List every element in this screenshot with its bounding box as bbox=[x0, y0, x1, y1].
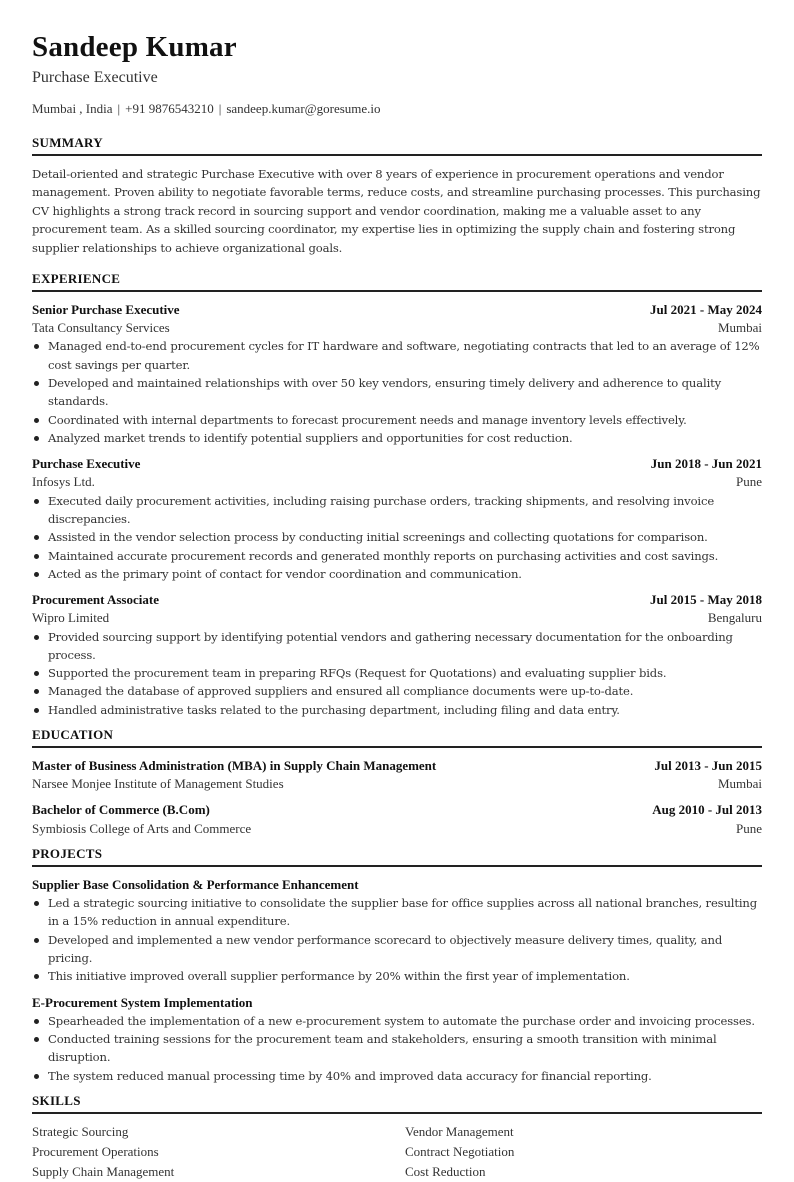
entry-header-row bbox=[32, 876, 762, 894]
bullet-dot-icon bbox=[34, 689, 39, 694]
section-heading: EDUCATION bbox=[32, 727, 762, 748]
bullet-item bbox=[32, 931, 762, 968]
education-section bbox=[32, 727, 762, 838]
company-name: Wipro Limited bbox=[32, 610, 110, 626]
bullet-dot-icon bbox=[34, 635, 39, 640]
skill-item: Supply Chain Management bbox=[32, 1164, 175, 1180]
bullet-dot-icon bbox=[34, 436, 39, 441]
contact-phone: +91 9876543210 bbox=[125, 101, 214, 116]
bullet-text: Managed end-to-end procurement cycles for IT hardware and software, negotiating contracts that led to an average of 12% cost savings per quarter. bbox=[48, 339, 760, 372]
bullet-text: Handled administrative tasks related to the purchasing department, including filing and data entry. bbox=[48, 702, 620, 717]
entry-subheader-row bbox=[32, 609, 762, 627]
degree-name: Master of Business Administration (MBA) in Supply Chain Management bbox=[32, 758, 437, 773]
bullet-dot-icon bbox=[34, 344, 39, 349]
bullet-text: Conducted training sessions for the procurement team and stakeholders, ensuring a smooth transition with minimal disruption. bbox=[48, 1032, 717, 1065]
job-location: Bengaluru bbox=[707, 610, 762, 626]
summary-section bbox=[32, 135, 762, 257]
bullet-item bbox=[32, 664, 762, 682]
school-location: Mumbai bbox=[717, 776, 762, 792]
skill-item: Cost Reduction bbox=[405, 1164, 486, 1180]
project-entry bbox=[32, 876, 762, 986]
bullet-item bbox=[32, 429, 762, 447]
experience-entry bbox=[32, 591, 762, 719]
job-title: Purchase Executive bbox=[32, 69, 158, 86]
job-location: Mumbai bbox=[717, 320, 762, 336]
bullet-item bbox=[32, 411, 762, 429]
bullet-dot-icon bbox=[34, 974, 39, 979]
experience-list bbox=[32, 301, 762, 719]
project-entry bbox=[32, 994, 762, 1085]
entry-subheader-row bbox=[32, 319, 762, 337]
bullet-text: Spearheaded the implementation of a new e-procurement system to automate the purchase order and invoicing processes. bbox=[48, 1013, 755, 1028]
bullet-text: The system reduced manual processing time by 40% and improved data accuracy for financial reporting. bbox=[48, 1068, 652, 1083]
school-name: Symbiosis College of Arts and Commerce bbox=[32, 820, 252, 836]
bullet-text: Provided sourcing support by identifying potential vendors and gathering necessary documentation for the onboarding process. bbox=[48, 629, 733, 662]
job-location: Pune bbox=[736, 474, 762, 490]
education-dates: Aug 2010 - Jul 2013 bbox=[652, 802, 762, 818]
skill-item: Vendor Management bbox=[405, 1123, 514, 1139]
bullet-dot-icon bbox=[34, 535, 39, 540]
bullet-item bbox=[32, 337, 762, 374]
bullet-text: Led a strategic sourcing initiative to consolidate the supplier base for office supplies across all national branches, resulting in a 15% reduction in annual expenditure. bbox=[48, 896, 757, 929]
bullet-dot-icon bbox=[34, 499, 39, 504]
entry-header-row bbox=[32, 301, 762, 319]
bullet-dot-icon bbox=[34, 708, 39, 713]
section-heading: SUMMARY bbox=[32, 135, 762, 156]
bullet-item bbox=[32, 565, 762, 583]
contact-location: Mumbai , India bbox=[32, 101, 113, 116]
contact-email[interactable]: sandeep.kumar@goresume.io bbox=[226, 101, 381, 116]
experience-entry bbox=[32, 455, 762, 583]
candidate-name: Sandeep Kumar bbox=[32, 31, 237, 63]
bullet-dot-icon bbox=[34, 671, 39, 676]
education-entry bbox=[32, 757, 762, 793]
bullet-text: Executed daily procurement activities, including raising purchase orders, tracking shipments, and resolving invoice discrepancies. bbox=[48, 493, 715, 526]
bullet-text: Developed and implemented a new vendor performance scorecard to objectively measure delivery times, quality, and pricing. bbox=[48, 932, 723, 965]
school-location: Pune bbox=[736, 820, 762, 836]
entry-header-row bbox=[32, 757, 762, 775]
bullet-list bbox=[32, 628, 762, 719]
entry-header-row bbox=[32, 801, 762, 819]
bullet-list bbox=[32, 337, 762, 447]
bullet-dot-icon bbox=[34, 1019, 39, 1024]
job-dates: Jun 2018 - Jun 2021 bbox=[650, 456, 762, 472]
entry-header-row bbox=[32, 591, 762, 609]
skills-list bbox=[32, 1123, 762, 1182]
project-title: E-Procurement System Implementation bbox=[32, 994, 253, 1010]
bullet-item bbox=[32, 894, 762, 931]
bullet-item bbox=[32, 701, 762, 719]
bullet-dot-icon bbox=[34, 1037, 39, 1042]
bullet-item bbox=[32, 967, 762, 985]
entry-header-row bbox=[32, 455, 762, 473]
bullet-dot-icon bbox=[34, 418, 39, 423]
bullet-text: Developed and maintained relationships with over 50 key vendors, ensuring timely delivery and adherence to quality standards. bbox=[48, 376, 722, 409]
job-role: Senior Purchase Executive bbox=[32, 302, 180, 318]
bullet-text: Acted as the primary point of contact for vendor coordination and communication. bbox=[48, 566, 522, 581]
skills-section bbox=[32, 1093, 762, 1182]
bullet-item bbox=[32, 547, 762, 565]
bullet-text: Maintained accurate procurement records and generated monthly reports on purchasing activities and cost savings. bbox=[48, 548, 719, 563]
bullet-item bbox=[32, 528, 762, 546]
bullet-text: Supported the procurement team in preparing RFQs (Request for Quotations) and evaluating supplier bids. bbox=[48, 666, 667, 681]
bullet-dot-icon bbox=[34, 1074, 39, 1079]
separator: | bbox=[117, 101, 121, 116]
bullet-text: Analyzed market trends to identify potential suppliers and opportunities for cost reduction. bbox=[48, 430, 573, 445]
summary-text: Detail-oriented and strategic Purchase Executive with over 8 years of experience in procurement operations and vendor management. Proven ability to negotiate favorable terms, reduce costs, and streamline purchasing processes. This purchasing CV highlights a strong track record in sourcing support and vendor coordination, making me a valuable asset to any procurement team. As a skilled sourcing coordinator, my expertise lies in optimizing the supply chain and fostering strong supplier relationships to achieve organizational goals. bbox=[32, 167, 761, 255]
bullet-list bbox=[32, 492, 762, 583]
company-name: Infosys Ltd. bbox=[32, 474, 95, 490]
section-heading: SKILLS bbox=[32, 1093, 762, 1114]
experience-entry bbox=[32, 301, 762, 447]
bullet-dot-icon bbox=[34, 381, 39, 386]
experience-section bbox=[32, 271, 762, 719]
skill-item: Contract Negotiation bbox=[405, 1144, 515, 1160]
skill-item: Strategic Sourcing bbox=[32, 1123, 129, 1139]
school-name: Narsee Monjee Institute of Management Studies bbox=[32, 776, 284, 792]
section-heading: PROJECTS bbox=[32, 846, 762, 867]
bullet-text: Assisted in the vendor selection process by conducting initial screenings and collecting quotations for comparison. bbox=[48, 530, 708, 545]
education-dates: Jul 2013 - Jun 2015 bbox=[654, 758, 762, 773]
job-dates: Jul 2015 - May 2018 bbox=[650, 592, 762, 608]
bullet-item bbox=[32, 492, 762, 529]
entry-subheader-row bbox=[32, 473, 762, 491]
job-dates: Jul 2021 - May 2024 bbox=[650, 302, 762, 318]
bullet-dot-icon bbox=[34, 938, 39, 943]
bullet-item bbox=[32, 682, 762, 700]
education-list bbox=[32, 757, 762, 838]
resume-header bbox=[32, 30, 762, 117]
projects-section bbox=[32, 846, 762, 1085]
entry-subheader-row bbox=[32, 775, 762, 793]
entry-header-row bbox=[32, 994, 762, 1012]
bullet-dot-icon bbox=[34, 554, 39, 559]
job-role: Purchase Executive bbox=[32, 456, 141, 472]
bullet-dot-icon bbox=[34, 572, 39, 577]
bullet-item bbox=[32, 1067, 762, 1085]
separator: | bbox=[218, 101, 222, 116]
degree-name: Bachelor of Commerce (B.Com) bbox=[32, 802, 210, 818]
projects-list bbox=[32, 876, 762, 1085]
company-name: Tata Consultancy Services bbox=[32, 320, 170, 336]
job-role: Procurement Associate bbox=[32, 592, 159, 608]
bullet-item bbox=[32, 628, 762, 665]
bullet-list bbox=[32, 1012, 762, 1085]
bullet-item bbox=[32, 1030, 762, 1067]
bullet-list bbox=[32, 894, 762, 985]
entry-subheader-row bbox=[32, 820, 762, 838]
contact-line bbox=[32, 101, 762, 117]
bullet-item bbox=[32, 374, 762, 411]
bullet-text: This initiative improved overall supplier performance by 20% within the first year of implementation. bbox=[48, 969, 630, 984]
project-title: Supplier Base Consolidation & Performance Enhancement bbox=[32, 876, 359, 892]
skill-item: Procurement Operations bbox=[32, 1144, 159, 1160]
bullet-item bbox=[32, 1012, 762, 1030]
education-entry bbox=[32, 801, 762, 837]
bullet-dot-icon bbox=[34, 901, 39, 906]
bullet-text: Coordinated with internal departments to forecast procurement needs and manage inventory levels effectively. bbox=[48, 412, 687, 427]
section-heading: EXPERIENCE bbox=[32, 271, 762, 292]
bullet-text: Managed the database of approved suppliers and ensured all compliance documents were up-to-date. bbox=[48, 684, 634, 699]
